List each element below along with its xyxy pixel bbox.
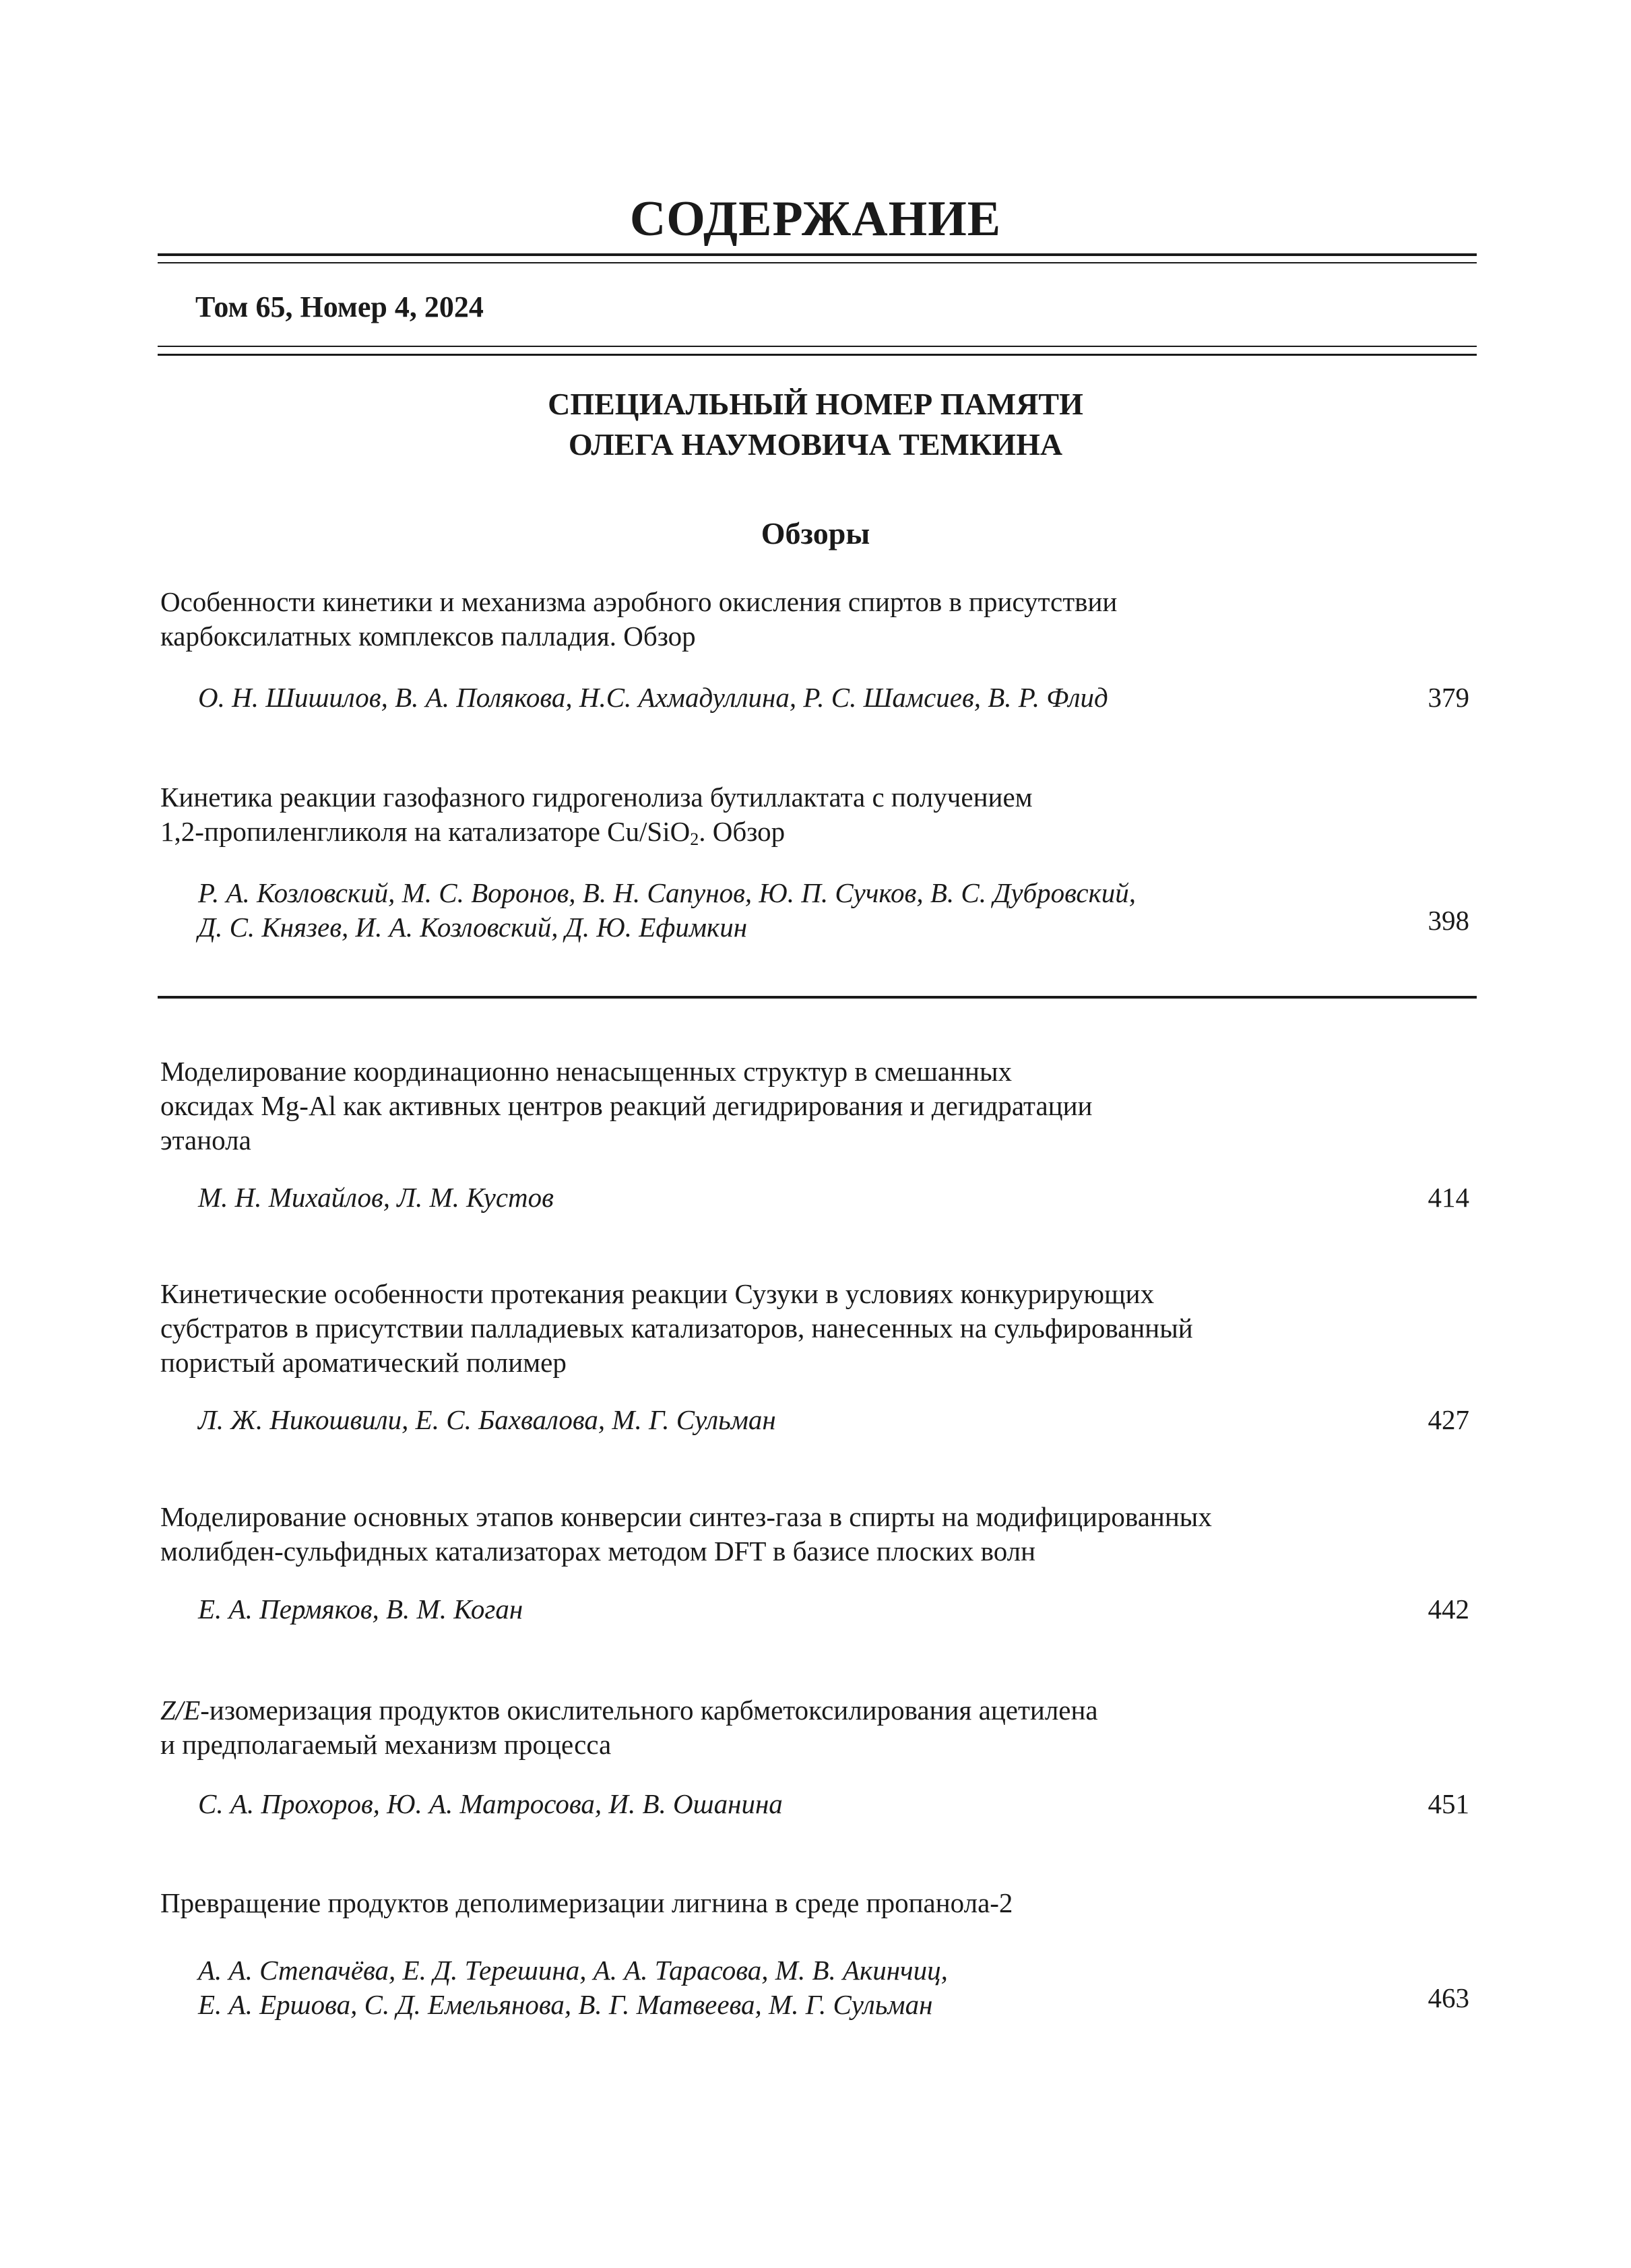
entry-authors-line: Д. С. Князев, И. А. Козловский, Д. Ю. Ефимкин <box>198 912 748 943</box>
page-title: СОДЕРЖАНИЕ <box>629 191 1002 247</box>
entry-authors-line: Е. А. Пермяков, В. М. Коган <box>198 1594 523 1625</box>
entry-title-text: 1,2-пропиленгликоля на катализаторе Cu/SiO <box>160 816 691 847</box>
section-heading-reviews: Обзоры <box>761 516 870 550</box>
issue-rule-bottom <box>158 354 1477 356</box>
title-rule-bottom <box>158 262 1477 263</box>
entry-title-line: Кинетика реакции газофазного гидрогенолиза бутиллактата с получением <box>160 782 1033 813</box>
entry-title[interactable] <box>160 1886 1013 1920</box>
entry-authors <box>198 681 1108 715</box>
entry-title-line: и предполагаемый механизм процесса <box>160 1729 612 1760</box>
entry-authors-line: Р. А. Козловский, М. С. Воронов, В. Н. Сапунов, Ю. П. Сучков, В. С. Дубровский, <box>198 877 1137 908</box>
entry-title-line: Моделирование координационно ненасыщенных структур в смешанных <box>160 1056 1013 1087</box>
entry-page-number[interactable]: 451 <box>1428 1788 1469 1819</box>
entry-authors <box>198 1953 948 2022</box>
special-issue-title-line1: СПЕЦИАЛЬНЫЙ НОМЕР ПАМЯТИ <box>548 387 1083 421</box>
entry-page-number[interactable]: 379 <box>1428 682 1469 713</box>
entry-page-number[interactable]: 398 <box>1428 905 1469 936</box>
issue-info: Том 65, Номер 4, 2024 <box>195 290 484 323</box>
entry-authors <box>198 1592 523 1627</box>
entry-authors-line: Е. А. Ершова, С. Д. Емельянова, В. Г. Матвеева, М. Г. Сульман <box>198 1989 933 2020</box>
entry-authors <box>198 876 1136 945</box>
entry-title-line: пористый ароматический полимер <box>160 1347 567 1378</box>
entry-title-line: Превращение продуктов деполимеризации лигнина в среде пропанола-2 <box>160 1887 1013 1918</box>
entry-authors-line: С. А. Прохоров, Ю. А. Матросова, И. В. Ошанина <box>198 1788 783 1819</box>
entry-authors <box>198 1180 554 1215</box>
entry-title[interactable] <box>160 585 1117 654</box>
entry-title-text: . Обзор <box>699 816 786 847</box>
entry-title-line: оксидах Mg-Al как активных центров реакций дегидрирования и дегидратации <box>160 1090 1093 1121</box>
entry-title-line: этанола <box>160 1125 251 1156</box>
entry-title-line: Моделирование основных этапов конверсии синтез-газа в спирты на модифицированных <box>160 1501 1212 1532</box>
entry-title[interactable] <box>160 1054 1092 1158</box>
entry-page-number[interactable]: 427 <box>1428 1404 1469 1435</box>
entry-authors-line: О. Н. Шишилов, В. А. Полякова, Н.С. Ахмадуллина, Р. С. Шамсиев, В. Р. Флид <box>198 682 1108 713</box>
special-issue-title-line2: ОЛЕГА НАУМОВИЧА ТЕМКИНА <box>568 427 1063 462</box>
entry-title[interactable] <box>160 1277 1193 1380</box>
entry-authors-line: А. А. Степачёва, Е. Д. Терешина, А. А. Тарасова, М. В. Акинчиц, <box>198 1955 948 1986</box>
section-divider <box>158 996 1477 999</box>
entry-title-line <box>160 815 1033 849</box>
entry-title-line: Кинетические особенности протекания реакции Сузуки в условиях конкурирующих <box>160 1278 1155 1309</box>
entry-authors-line: Л. Ж. Никошвили, Е. С. Бахвалова, М. Г. Сульман <box>198 1404 776 1435</box>
entry-title[interactable] <box>160 1500 1212 1569</box>
entry-page-number[interactable]: 442 <box>1428 1594 1469 1625</box>
title-rule-top <box>158 253 1477 256</box>
entry-page-number[interactable]: 414 <box>1428 1182 1469 1213</box>
entry-title-line: субстратов в присутствии палладиевых катализаторов, нанесенных на сульфированный <box>160 1313 1193 1344</box>
entry-title-italic: Z/E <box>160 1695 201 1726</box>
entry-title-line: молибден-сульфидных катализаторах методом DFT в базисе плоских волн <box>160 1536 1036 1567</box>
entry-title[interactable] <box>160 1693 1098 1762</box>
entry-title-text: -изомеризация продуктов окислительного карбметоксилирования ацетилена <box>200 1695 1098 1726</box>
entry-authors <box>198 1787 783 1821</box>
entry-authors-line: М. Н. Михайлов, Л. М. Кустов <box>198 1182 554 1213</box>
issue-rule-top <box>158 346 1477 347</box>
entry-title-line: карбоксилатных комплексов палладия. Обзор <box>160 621 696 652</box>
entry-title-line: Особенности кинетики и механизма аэробного окисления спиртов в присутствии <box>160 586 1118 617</box>
entry-title-line <box>160 1693 1098 1728</box>
entry-authors <box>198 1403 776 1437</box>
subscript-2: 2 <box>690 829 699 849</box>
entry-page-number[interactable]: 463 <box>1428 1982 1469 2013</box>
entry-title[interactable] <box>160 780 1033 849</box>
